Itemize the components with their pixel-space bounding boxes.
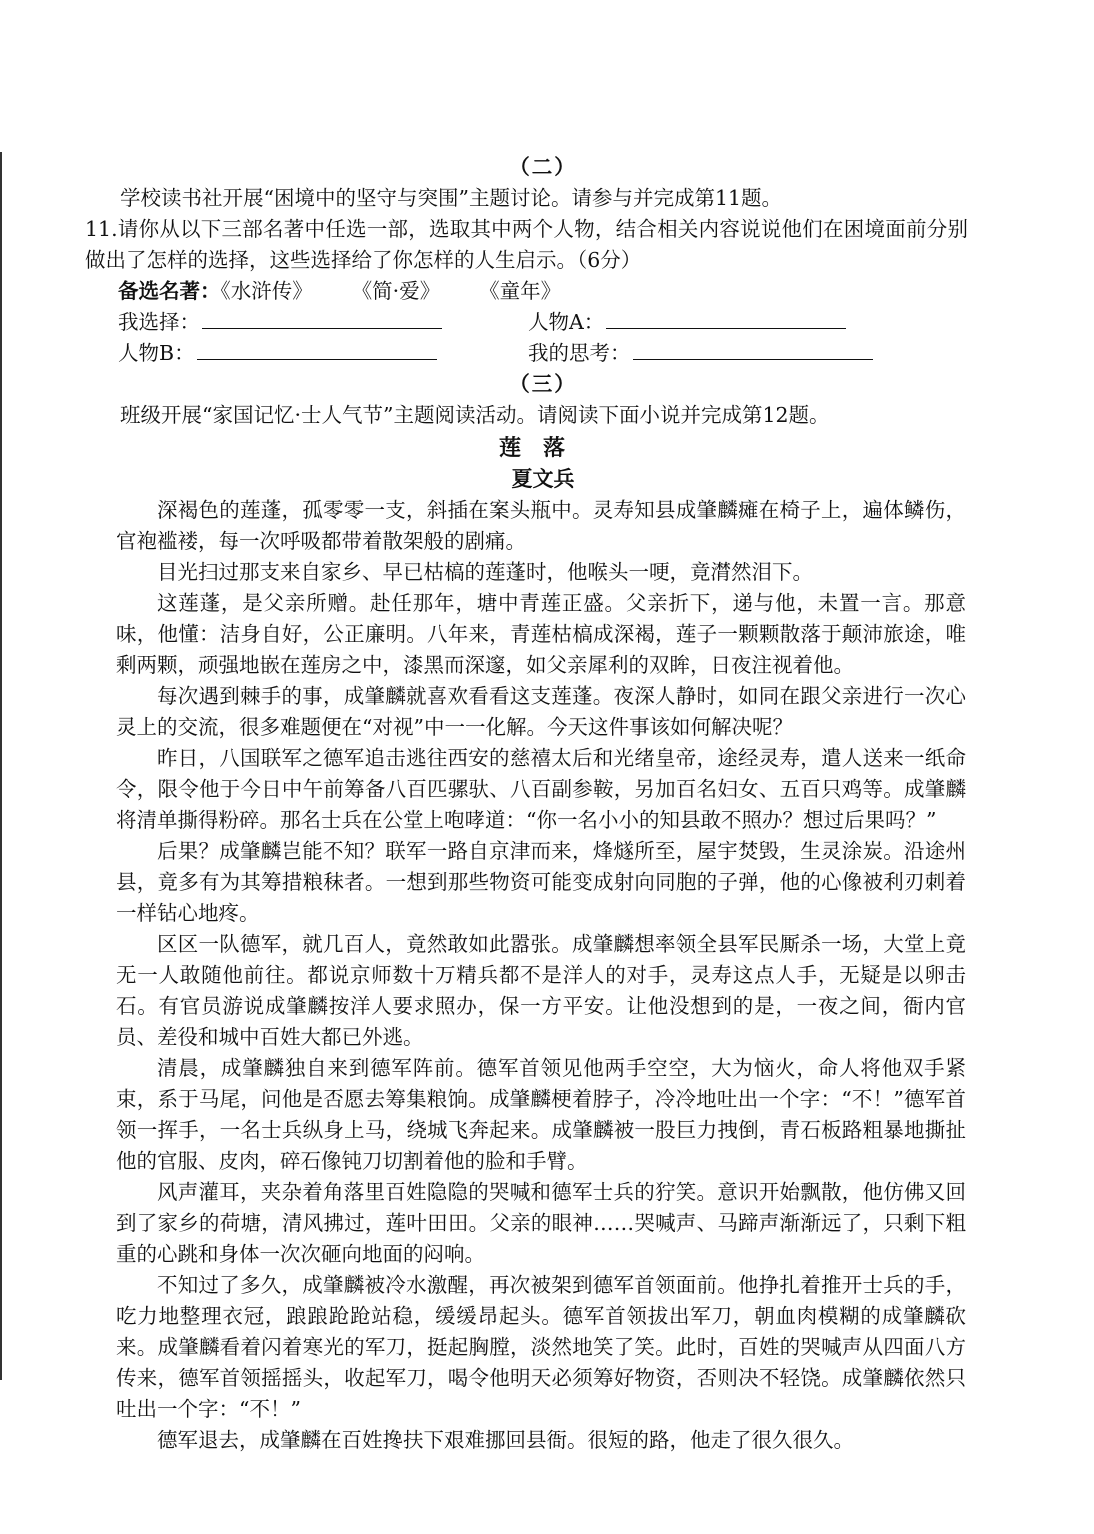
story-paragraph: 风声灌耳，夹杂着角落里百姓隐隐的哭喊和德军士兵的狞笑。意识开始飘散，他仿佛又回到了家乡的荷塘，清风拂过，莲叶田田。父亲的眼神……哭喊声、马蹄声渐渐远了，只剩下粗重的心跳和身体一次次砸向地面的闷响。 — [116, 1180, 966, 1266]
story-paragraph: 这莲蓬，是父亲所赠。赴任那年，塘中青莲正盛。父亲折下，递与他，未置一言。那意味，他懂：洁身自好，公正廉明。八年来，青莲枯槁成深褐，莲子一颗颗散落于颠沛旅途，唯剩两颗，顽强地嵌在莲房之中，漆黑而深邃，如父亲犀利的双眸，日夜注视着他。 — [116, 591, 966, 677]
book-option: 《水浒传》 — [220, 279, 313, 303]
story-paragraph: 昨日，八国联军之德军追击逃往西安的慈禧太后和光绪皇帝，途经灵寿，遣人送来一纸命令，限令他于今日中午前筹备八百匹骡驮、八百副参鞍，另加百名妇女、五百只鸡等。成肇麟将清单撕得粉碎。那名士兵在公堂上咆哮道：“你一名小小的知县敢不照办？想过后果吗？” — [116, 746, 966, 832]
section-2-intro: 学校读书社开展“困境中的坚守与突围”主题讨论。请参与并完成第11题。 — [120, 186, 783, 210]
story-body — [116, 495, 966, 1456]
section-2-heading: （二） — [509, 155, 577, 179]
thinking-blank[interactable] — [633, 339, 873, 360]
story-paragraph: 深褐色的莲蓬，孤零零一支，斜插在案头瓶中。灵寿知县成肇麟瘫在椅子上，遍体鳞伤，官袍褴褛，每一次呼吸都带着散架般的剧痛。 — [116, 498, 966, 553]
story-paragraph: 后果？成肇麟岂能不知？联军一路自京津而来，烽燧所至，屋宇焚毁，生灵涂炭。沿途州县，竟多有为其筹措粮秣者。一想到那些物资可能变成射向同胞的子弹，他的心像被利刃刺着一样钻心地疼。 — [116, 839, 966, 925]
person-b-label: 人物B： — [118, 341, 195, 365]
person-a-label: 人物A： — [528, 310, 605, 334]
answer-row-1 — [118, 307, 968, 338]
answer-row-2 — [118, 338, 968, 369]
book-option: 《童年》 — [489, 279, 562, 303]
section-3-heading: （三） — [509, 372, 577, 396]
person-b-blank[interactable] — [197, 339, 437, 360]
story-title: 莲落 — [498, 436, 587, 461]
story-paragraph: 目光扫过那支来自家乡、早已枯槁的莲蓬时，他喉头一哽，竟潸然泪下。 — [157, 560, 813, 584]
person-a-blank[interactable] — [606, 308, 846, 329]
book-option: 《简·爱》 — [361, 279, 441, 303]
choose-blank[interactable] — [202, 308, 442, 329]
choose-label: 我选择： — [118, 310, 200, 334]
story-paragraph: 每次遇到棘手的事，成肇麟就喜欢看看这支莲蓬。夜深人静时，如同在跟父亲进行一次心灵上的交流，很多难题便在“对视”中一一化解。今天这件事该如何解决呢？ — [116, 684, 966, 739]
page-content — [85, 152, 968, 1456]
story-paragraph: 区区一队德军，就几百人，竟然敢如此嚣张。成肇麟想率领全县军民厮杀一场，大堂上竟无一人敢随他前往。都说京师数十万精兵都不是洋人的对手，灵寿这点人手，无疑是以卵击石。有官员游说成肇麟按洋人要求照办，保一方平安。让他没想到的是，一夜之间，衙内官员、差役和城中百姓大都已外逃。 — [116, 932, 966, 1049]
section-3-intro: 班级开展“家国记忆·士人气节”主题阅读活动。请阅读下面小说并完成第12题。 — [120, 403, 830, 427]
question-11: 11.请你从以下三部名著中任选一部，选取其中两个人物，结合相关内容说说他们在困境面前分别做出了怎样的选择，这些选择给了你怎样的人生启示。（6分） — [85, 217, 968, 272]
story-paragraph: 德军退去，成肇麟在百姓搀扶下艰难挪回县衙。很短的路，他走了很久很久。 — [157, 1428, 854, 1452]
story-paragraph: 清晨，成肇麟独自来到德军阵前。德军首领见他两手空空，大为恼火，命人将他双手紧束，系于马尾，问他是否愿去筹集粮饷。成肇麟梗着脖子，冷冷地吐出一个字：“不！”德军首领一挥手，一名士兵纵身上马，绕城飞奔起来。成肇麟被一股巨力拽倒，青石板路粗暴地撕扯他的官服、皮肉，碎石像钝刀切割着他的脸和手臂。 — [116, 1056, 966, 1173]
story-paragraph: 不知过了多久，成肇麟被冷水激醒，再次被架到德军首领面前。他挣扎着推开士兵的手，吃力地整理衣冠，踉踉跄跄站稳，缓缓昂起头。德军首领拔出军刀，朝血肉模糊的成肇麟砍来。成肇麟看着闪着寒光的军刀，挺起胸膛，淡然地笑了笑。此时，百姓的哭喊声从四面八方传来，德军首领摇摇头，收起军刀，喝令他明天必须筹好物资，否则决不轻饶。成肇麟依然只吐出一个字：“不！” — [116, 1273, 966, 1421]
options-label: 备选名著： — [118, 279, 221, 303]
story-author: 夏文兵 — [511, 467, 575, 491]
book-options — [118, 276, 968, 307]
thinking-label: 我的思考： — [528, 341, 631, 365]
page-left-border — [0, 152, 2, 1380]
